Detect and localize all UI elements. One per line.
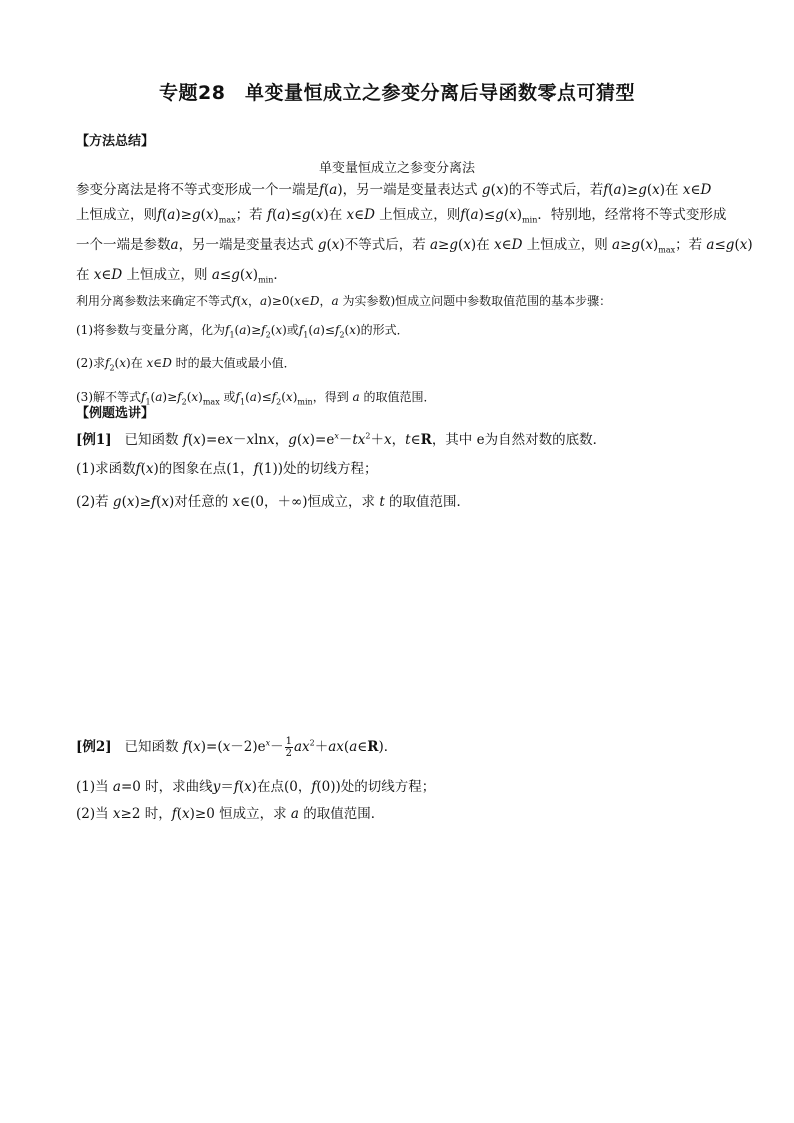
method-subtitle: 单变量恒成立之参变分离法 xyxy=(318,161,475,176)
steps-intro: 利用分离参数法来确定不等式f(x，a)≥0(x∈D，a 为实参数)恒成立问题中参数取值范围的基本步骤： xyxy=(76,294,612,308)
fraction-one-half: $\frac{1}{2}$ xyxy=(285,736,292,759)
method-line-2: 上恒成立，则$f(a)\ge g(x)_{max}$；若 f(a)≤g(x)在 x∈D 上恒成立，则$f(a)\le g(x)_{min}$．特别地，经常将不等式变形成 xyxy=(76,206,727,225)
page-title: 专题28 单变量恒成立之参变分离后导函数零点可猜型 xyxy=(159,82,635,104)
example-2-question-2: (2)当 x≥2 时，f(x)≥0 恒成立，求 a 的取值范围． xyxy=(76,806,385,822)
example-1-question-2: (2)若 g(x)≥f(x)对任意的 x∈(0，＋∞)恒成立，求 t 的取值范围． xyxy=(76,494,471,510)
method-line-4: 在 x∈D 上恒成立，则 $a\le g(x)_{min}$． xyxy=(76,266,287,285)
method-heading: 【方法总结】 xyxy=(76,134,155,149)
method-line-3: 一个一端是参数a，另一端是变量表达式 g(x)不等式后，若 a≥g(x)在 x∈D 上恒成立，则 $a\ge g(x)_{max}$；若 a≤g(x) xyxy=(76,236,753,255)
example-2-question-1: (1)当 a=0 时，求曲线y＝f(x)在点(0，f(0))处的切线方程； xyxy=(76,779,436,795)
example-2-label: [例2] xyxy=(76,739,112,755)
examples-heading: 【例题选讲】 xyxy=(76,406,155,421)
step-2: (2)求$f_2(x)$在 x∈D 时的最大值或最小值． xyxy=(76,356,296,373)
method-paragraph xyxy=(76,178,753,293)
example-2-stem: [例2] 已知函数 $f(x)=(x-2)e^x-$ $\frac{1}{2}$ $ax^2+ax(a\in R)$． xyxy=(76,736,398,759)
example-1-stem: [例1] 已知函数 f(x)=ex－xlnx，$g(x)=e^x-tx^2+x$，t∈R，其中 e为自然对数的底数． xyxy=(76,431,607,448)
method-steps xyxy=(76,290,726,414)
step-1: (1)将参数与变量分离，化为$f_1(a)\ge f_2(x)$或$f_1(a)\le f_2(x)$的形式． xyxy=(76,322,409,339)
step-3: (3)解不等式$f_1(a)\ge f_2(x)_{max}$ 或$f_1(a)\le f_2(x)_{min}$，得到 a 的取值范围． xyxy=(76,390,436,407)
example-1-question-1: (1)求函数f(x)的图象在点(1，f(1))处的切线方程； xyxy=(76,461,378,477)
example-1-label: [例1] xyxy=(76,432,112,448)
method-line-1: 参变分离法是将不等式变形成一个一端是f(a)，另一端是变量表达式 g(x)的不等式后，若f(a)≥g(x)在 x∈D xyxy=(76,182,712,198)
